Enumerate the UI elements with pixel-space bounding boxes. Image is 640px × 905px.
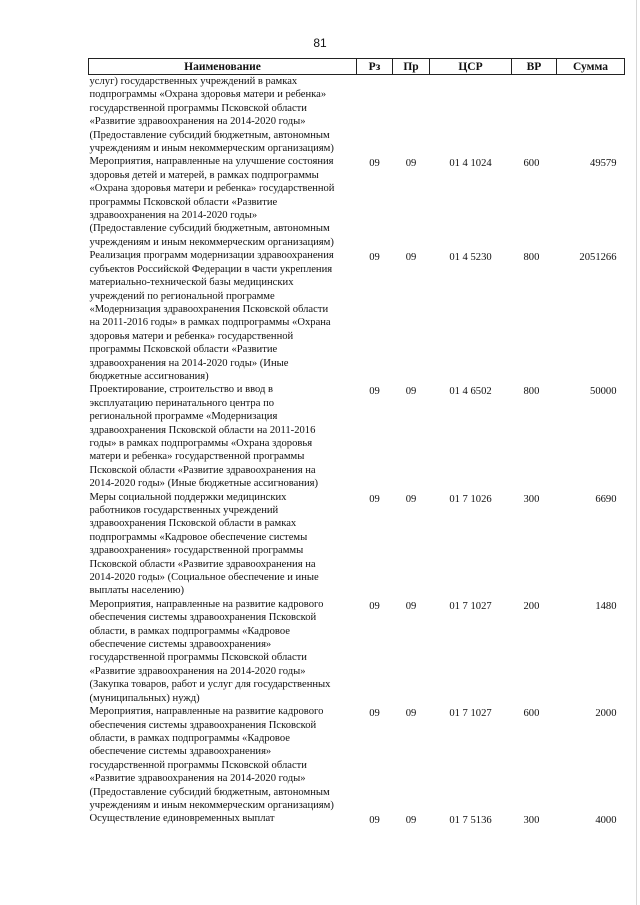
row-sum: 6690 (595, 493, 617, 505)
row-name: Мероприятия, направленные на развитие кадрового обеспечения системы здравоохранения Псковской области, в рамках подпрограммы «Кадровое обеспечение системы здравоохранения» государственной программы Псковской области «Развитие здравоохранения на 2014-2020 годы» (Закупка товаров, работ и услуг для государственных (муниципальных) нужд) (89, 598, 331, 704)
row-rz: 09 (369, 252, 380, 264)
budget-table (88, 58, 625, 828)
row-name: Осуществление единовременных выплат (89, 813, 275, 825)
row-sum: 2051266 (579, 252, 617, 264)
row-name: Реализация программ модернизации здравоохранения субъектов Российской Федерации в части укрепления материально-технической базы медицинских учреждений по региональной программе «Модернизация здравоохранения Псковской области на 2011-2016 годы» в рамках подпрограммы «Охрана здоровья матери и ребенка» государственной программы Псковской области «Развитие здравоохранения на 2014-2020 годы» (Иные бюджетные ассигнования) (89, 250, 334, 382)
row-rz: 09 (369, 815, 380, 827)
row-rz (357, 75, 393, 156)
row-vr: 800 (523, 252, 540, 264)
row-csr (430, 75, 512, 156)
row-pr (393, 75, 430, 156)
row-sum (557, 75, 625, 156)
table-row (89, 75, 625, 156)
row-csr: 01 7 1027 (449, 600, 492, 612)
table-row (89, 491, 625, 598)
row-vr: 600 (523, 708, 540, 720)
row-csr: 01 7 5136 (449, 815, 492, 827)
row-rz: 09 (369, 708, 380, 720)
header-rz: Рз (357, 59, 393, 75)
row-csr: 01 7 1027 (449, 708, 492, 720)
row-csr: 01 4 6502 (449, 386, 492, 398)
table-row (89, 155, 625, 249)
table-row (89, 705, 625, 812)
row-name: Проектирование, строительство и ввод в эксплуатацию перинатального центра по региональной программе «Модернизация здравоохранения Псковской области на 2011-2016 годы» в рамках подпрограммы «Охрана здоровья матери и ребенка» государственной программы Псковской области «Развитие здравоохранения на 2014-2020 годы» (Иные бюджетные ассигнования) (89, 384, 319, 490)
row-name: Мероприятия, направленные на развитие кадрового обеспечения системы здравоохранения Псковской области, в рамках подпрограммы «Кадровое обеспечение системы здравоохранения» государственной программы Псковской области «Развитие здравоохранения на 2014-2020 годы» (Предоставление субсидий бюджетным, автономным учреждениям и иным некоммерческим организациям) (89, 706, 334, 811)
row-pr: 09 (405, 493, 417, 505)
table-row (89, 249, 625, 383)
row-pr: 09 (405, 815, 417, 827)
row-rz: 09 (369, 493, 380, 505)
row-vr (512, 75, 557, 156)
row-name: Мероприятия, направленные на улучшение состояния здоровья детей и матерей, в рамках подпрограммы «Охрана здоровья матери и ребенка» государственной программы Псковской области «Развитие здравоохранения на 2014-2020 годы» (Предоставление субсидий бюджетным, автономным учреждениям и иным некоммерческим организациям) (89, 156, 335, 248)
row-vr: 300 (523, 815, 540, 827)
row-sum: 50000 (590, 386, 617, 398)
row-pr: 09 (405, 386, 417, 398)
row-name: Меры социальной поддержки медицинских работников государственных учреждений здравоохранения Псковской области в рамках подпрограммы «Кадровое обеспечение системы здравоохранения» государственной программы Псковской области «Развитие здравоохранения на 2014-2020 годы» (Социальное обеспечение и иные выплаты населению) (89, 491, 319, 597)
header-sum: Сумма (557, 59, 625, 75)
row-vr: 800 (523, 386, 540, 398)
header-name: Наименование (89, 59, 357, 75)
table-header-row (89, 59, 625, 75)
row-csr: 01 7 1026 (449, 493, 492, 505)
row-name: услуг) государственных учреждений в рамках подпрограммы «Охрана здоровья матери и ребенка» государственной программы Псковской области «Развитие здравоохранения на 2014-2020 годы» (Предоставление субсидий бюджетным, автономным учреждениям и иным некоммерческим организациям) (89, 76, 334, 155)
row-sum: 2000 (595, 708, 617, 720)
row-pr: 09 (405, 158, 417, 170)
row-csr: 01 4 5230 (449, 252, 492, 264)
header-csr: ЦСР (430, 59, 512, 75)
table-row (89, 598, 625, 705)
row-pr: 09 (405, 252, 417, 264)
scan-edge-line (636, 0, 637, 905)
row-sum: 1480 (595, 600, 617, 612)
page-number: 81 (313, 36, 327, 50)
row-vr: 300 (523, 493, 540, 505)
row-rz: 09 (369, 158, 380, 170)
row-pr: 09 (405, 708, 417, 720)
row-vr: 200 (523, 600, 540, 612)
row-csr: 01 4 1024 (449, 158, 492, 170)
row-rz: 09 (369, 600, 380, 612)
row-sum: 49579 (590, 158, 617, 170)
row-rz: 09 (369, 386, 380, 398)
row-vr: 600 (523, 158, 540, 170)
row-pr: 09 (405, 600, 417, 612)
header-pr: Пр (393, 59, 430, 75)
header-vr: ВР (512, 59, 557, 75)
row-sum: 4000 (595, 815, 617, 827)
table-row (89, 812, 625, 827)
table-row (89, 383, 625, 490)
